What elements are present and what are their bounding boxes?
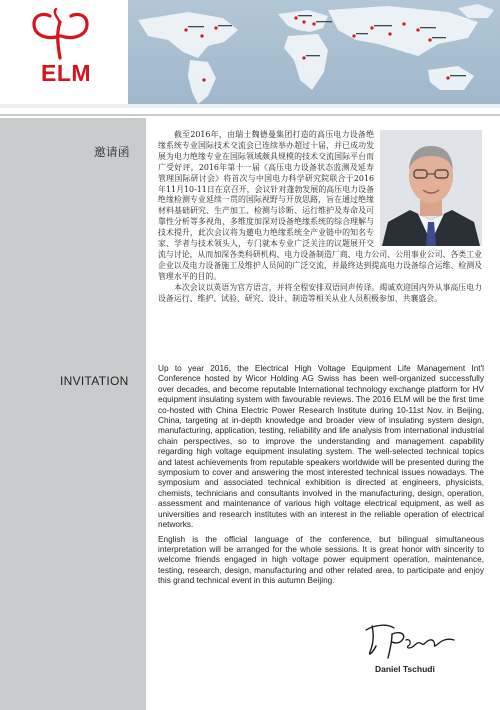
cn-paragraph-2: 本次会议以英语为官方语言，并将全程安排双语同声传译。竭诚欢迎国内外从事高压电力设备运行、维护、试验、研究、设计、制造等相关从业人员积极参加、共襄盛会。 bbox=[158, 282, 482, 303]
en-paragraph-1: Up to year 2016, the Electrical High Voltage Equipment Life Management Int'l Conference hosted by Wicor Holding AG Swiss has been well-organized successfully over decades, and become reputable International technology exchange platform for HV equipment insulating system with favourable reviews. The 2016 ELM will be the first time co-hosted with China Electric Power Research Institute during 10-11st Nov. in Beijing, China, targeting at in-depth knowledge and broader view of insulating system design, manufacturing, application, testing, reliability and life analysis from international industrial chain perspectives, so to improve the understanding and management capability regarding high voltage equipment insulating system. The well-selected technical topics and latest achievements from reputable speakers worldwide will be presented during the symposium to cover and answering the most interested technical issues nowadays. The symposium and associated technical exhibition is directed at engineers, physicists, chemists, technicians and consultants involved in the manufacturing, design, operation, assessment and maintenance of various high voltage electrical equipment, as well as universities and research institutes with an interest in the reliable operation of electrical networks. bbox=[158, 364, 484, 530]
brand-logo-text: ELM bbox=[41, 60, 92, 86]
brand-logo bbox=[0, 0, 128, 104]
left-sidebar bbox=[0, 118, 146, 710]
header-rule bbox=[0, 114, 500, 116]
header-divider bbox=[0, 104, 500, 108]
invitation-label-en: INVITATION bbox=[60, 374, 129, 388]
invitation-label-cn: 邀请函 bbox=[94, 145, 130, 159]
cn-paragraph-1: 截至2016年，由瑞士魏德曼集团打造的高压电力设备绝缘系统专业国际技术交流会已连续举办超过十届，并已成功发展为电力绝缘专业在国际领域颇具规模的技术交流国际平台而广受好评。2016年第十一届《高压电力设备状态监测及延寿管理国际研讨会》将首次与中国电力科学研究院联合于2016年11月10-11日在京召开，会议针对蓬勃发展的高压电力设备绝缘检测专业延续一贯的国际视野与开放思路，旨在通过绝缘材料基础研究、生产加工、检测与诊断、运行维护及寿命及可靠性分析等多视角、多维度加深对设备绝缘系统的综合理解与技术提升，此次会议将为邀电力绝缘系统全产业链中的知名专家、学者与技术领头人，专门就本专业广泛关注的议题展开交流与讨论，从而加深各类科研机构、电力设备制造厂商、电力公司、公用事业公司、各类工业企业以及电力设备施工及维护人员间的广泛交流，并最终达到提高电力设备综合运维、检测及管理水平的目的。 bbox=[158, 130, 482, 281]
speaker-portrait-photo bbox=[380, 130, 482, 246]
invitation-text-en bbox=[158, 364, 484, 591]
elm-swirl-icon bbox=[20, 6, 100, 66]
signer-name: Daniel Tschudi bbox=[375, 664, 435, 674]
world-map-icon bbox=[128, 0, 500, 104]
page-header bbox=[0, 0, 500, 108]
en-paragraph-2: English is the official language of the conference, but bilingual simultaneous interpretation will be arranged for the whole sessions. It is great honor with sincerity to welcome friends engaged in high voltage power equipment operation, maintenance, testing, research, design, manufacturing and other related area, to participate and enjoy this grand technical event in this autumn Beijing. bbox=[158, 534, 484, 586]
handwritten-signature-icon bbox=[362, 620, 462, 662]
invitation-text-cn bbox=[158, 130, 482, 305]
